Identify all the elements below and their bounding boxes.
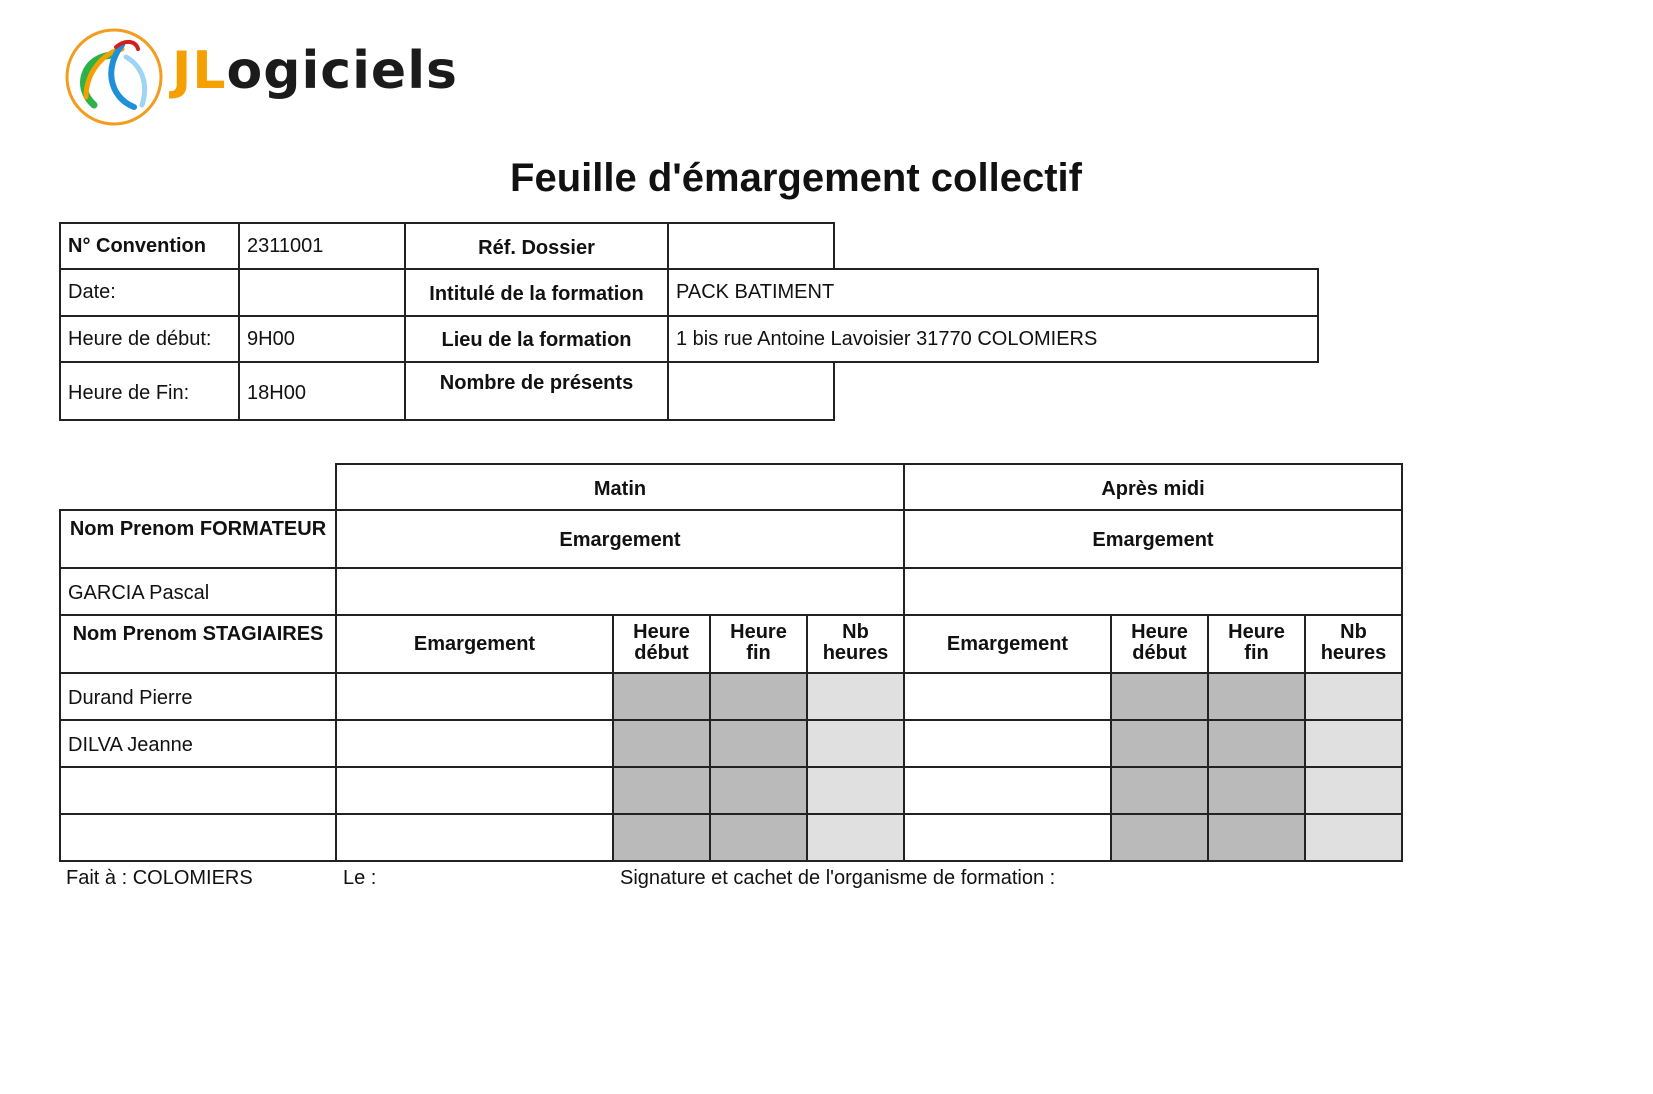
apres-midi-emargement-cell: [903, 672, 1112, 721]
convention-value: 2311001: [238, 222, 406, 270]
apres-midi-heure-debut-cell: [1110, 719, 1209, 768]
matin-heure-fin-cell: [709, 813, 808, 862]
apres-midi-heure-fin-cell: [1207, 813, 1306, 862]
matin-emargement-cell: [335, 672, 614, 721]
stagiaire-name: DILVA Jeanne: [59, 719, 337, 768]
stagiaire-name: [59, 766, 337, 815]
apres-midi-nb-heures-cell: [1304, 719, 1403, 768]
apres-midi-emargement-cell: [903, 719, 1112, 768]
apres-midi-heure-debut-cell: [1110, 766, 1209, 815]
signature-text: Signature et cachet de l'organisme de formation :: [620, 867, 1056, 889]
apres-midi-formateur-emargement-header: Emargement: [903, 509, 1403, 569]
apres-midi-header: Après midi: [903, 463, 1403, 511]
matin-heure-debut-cell: [612, 813, 711, 862]
matin-formateur-emargement-header: Emargement: [335, 509, 905, 569]
heure-fin-line2: fin: [1244, 642, 1269, 664]
matin-heure-fin-cell: [709, 719, 808, 768]
le-text: Le :: [343, 867, 377, 889]
heure-debut-line1: Heure: [633, 621, 690, 643]
nb-heures-line1: Nb: [842, 621, 869, 643]
nb-heures-line2: heures: [1320, 642, 1387, 664]
apres-midi-nb-heures-cell: [1304, 672, 1403, 721]
heure-debut-value: 9H00: [238, 315, 406, 363]
apres-midi-heure-debut-header: [1110, 614, 1209, 674]
apres-midi-formateur-signature: [903, 567, 1403, 616]
heure-fin-line1: Heure: [730, 621, 787, 643]
matin-nb-heures-cell: [806, 719, 905, 768]
matin-header: Matin: [335, 463, 905, 511]
nb-heures-line1: Nb: [1340, 621, 1367, 643]
apres-midi-heure-fin-header: [1207, 614, 1306, 674]
document-title: Feuille d'émargement collectif: [510, 156, 1082, 200]
matin-emargement-header: Emargement: [335, 614, 614, 674]
heure-debut-line2: début: [1132, 642, 1187, 664]
convention-label: N° Convention: [59, 222, 240, 270]
matin-heure-debut-cell: [612, 672, 711, 721]
heure-fin-label: Heure de Fin:: [59, 361, 240, 421]
heure-debut-label: Heure de début:: [59, 315, 240, 363]
intitule-value: PACK BATIMENT: [667, 268, 1319, 317]
logo-letter-j: J: [172, 41, 193, 101]
matin-heure-debut-cell: [612, 719, 711, 768]
heure-debut-line2: début: [634, 642, 689, 664]
stagiaire-name: Durand Pierre: [59, 672, 337, 721]
apres-midi-emargement-header: Emargement: [903, 614, 1112, 674]
matin-nb-heures-header: [806, 614, 905, 674]
matin-nb-heures-cell: [806, 766, 905, 815]
apres-midi-heure-debut-cell: [1110, 672, 1209, 721]
apres-midi-nb-heures-cell: [1304, 766, 1403, 815]
formateur-header: Nom Prenom FORMATEUR: [59, 509, 337, 569]
matin-formateur-signature: [335, 567, 905, 616]
apres-midi-emargement-cell: [903, 766, 1112, 815]
formateur-name: GARCIA Pascal: [59, 567, 337, 616]
heure-fin-line2: fin: [746, 642, 771, 664]
matin-emargement-cell: [335, 813, 614, 862]
apres-midi-nb-heures-header: [1304, 614, 1403, 674]
heure-debut-line1: Heure: [1131, 621, 1188, 643]
stagiaire-name: [59, 813, 337, 862]
nb-heures-line2: heures: [822, 642, 889, 664]
logo-letter-l: L: [192, 41, 227, 101]
lieu-value: 1 bis rue Antoine Lavoisier 31770 COLOMIERS: [667, 315, 1319, 363]
apres-midi-heure-debut-cell: [1110, 813, 1209, 862]
nb-presents-value: [667, 361, 835, 421]
jlogiciels-logo-icon: [64, 27, 164, 127]
stagiaires-header: Nom Prenom STAGIAIRES: [59, 614, 337, 674]
nb-presents-label: Nombre de présents: [404, 361, 669, 421]
logo-wordmark: [172, 41, 458, 101]
apres-midi-emargement-cell: [903, 813, 1112, 862]
date-label: Date:: [59, 268, 240, 317]
matin-heure-fin-cell: [709, 672, 808, 721]
company-logo: [64, 27, 484, 129]
matin-heure-fin-cell: [709, 766, 808, 815]
logo-text-rest: ogiciels: [226, 41, 458, 101]
fait-a-text: Fait à : COLOMIERS: [66, 867, 253, 889]
lieu-label: Lieu de la formation: [404, 315, 669, 363]
matin-heure-debut-cell: [612, 766, 711, 815]
date-value: [238, 268, 406, 317]
apres-midi-heure-fin-cell: [1207, 766, 1306, 815]
apres-midi-heure-fin-cell: [1207, 672, 1306, 721]
heure-fin-value: 18H00: [238, 361, 406, 421]
matin-emargement-cell: [335, 719, 614, 768]
matin-nb-heures-cell: [806, 672, 905, 721]
matin-heure-fin-header: [709, 614, 808, 674]
matin-nb-heures-cell: [806, 813, 905, 862]
apres-midi-heure-fin-cell: [1207, 719, 1306, 768]
ref-dossier-label: Réf. Dossier: [404, 222, 669, 270]
matin-heure-debut-header: [612, 614, 711, 674]
ref-dossier-value: [667, 222, 835, 270]
apres-midi-nb-heures-cell: [1304, 813, 1403, 862]
heure-fin-line1: Heure: [1228, 621, 1285, 643]
intitule-label: Intitulé de la formation: [404, 268, 669, 317]
matin-emargement-cell: [335, 766, 614, 815]
